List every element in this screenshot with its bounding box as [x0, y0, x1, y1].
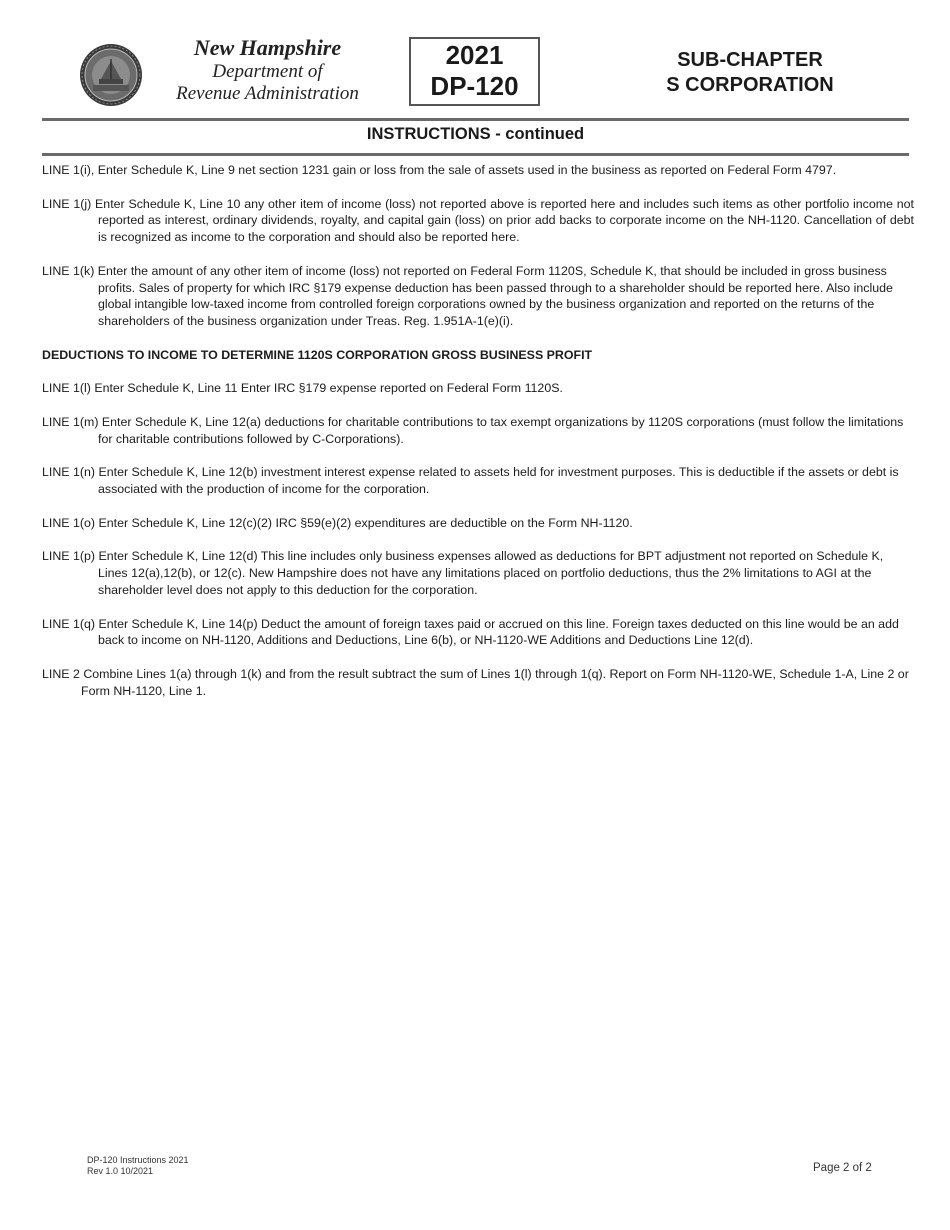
subchapter-line-2: S CORPORATION [666, 74, 834, 96]
form-subtitle [640, 48, 860, 98]
page-number: Page 2 of 2 [813, 1162, 872, 1174]
paragraph-line-1l: LINE 1(l) Enter Schedule K, Line 11 Enter IRC §179 expense reported on Federal Form 1120S. [42, 381, 563, 396]
paragraph-line-2: LINE 2 Combine Lines 1(a) through 1(k) and from the result subtract the sum of Lines 1(l) through 1(q). Report on Form NH-1120-WE, Schedule 1-A, Line 2 or Form NH-1120, Line 1. [42, 666, 909, 698]
deductions-heading: DEDUCTIONS TO INCOME TO DETERMINE 1120S CORPORATION GROSS BUSINESS PROFIT [42, 347, 593, 362]
paragraph-line-1p: LINE 1(p) Enter Schedule K, Line 12(d) This line includes only business expenses allowed as deductions for BPT adjustment not reported on Schedule K, Lines 12(a),12(b), or 12(c). New Hampshire does not have any limitations placed on portfolio deductions, thus the 2% limitations to AGI at the shareholder level does not apply to this deduction for the corporation. [42, 549, 884, 597]
paragraph-line-1j: LINE 1(j) Enter Schedule K, Line 10 any other item of income (loss) not reported above is reported here and includes such items as other portfolio income not reported as interest, ordinary dividends, royalty, and capital gain (loss) on prior add backs to corporate income on the NH-1120. Cancellation of debt is recognized as income to the corporation and should also be reported here. [42, 196, 914, 245]
state-name: New Hampshire [193, 35, 342, 60]
paragraph-line-1i: LINE 1(i), Enter Schedule K, Line 9 net section 1231 gain or loss from the sale of assets used in the business as reported on Federal Form 4797. [42, 163, 837, 177]
footer-revision: Rev 1.0 10/2021 [87, 1166, 154, 1176]
header-top-rule [42, 118, 909, 121]
agency-name [160, 34, 375, 105]
department-line-2: Revenue Administration [176, 83, 359, 104]
form-id-box [409, 37, 540, 106]
paragraph-line-1m: LINE 1(m) Enter Schedule K, Line 12(a) deductions for charitable contributions to tax exempt organizations by 1120S corporations (must follow the limitations for charitable contributions followed by C-Corporations). [42, 414, 904, 446]
department-line-1: Department of [212, 61, 323, 82]
paragraph-line-1o: LINE 1(o) Enter Schedule K, Line 12(c)(2) IRC §59(e)(2) expenditures are deductible on the Form NH-1120. [42, 515, 633, 530]
form-code: DP-120 [430, 71, 519, 101]
footer-document-info [87, 1155, 189, 1177]
paragraph-line-1n: LINE 1(n) Enter Schedule K, Line 12(b) investment interest expense related to assets held for investment purposes. This is deductible if the assets or debt is associated with the production of income for the corporation. [42, 465, 899, 497]
form-year: 2021 [445, 40, 504, 70]
subchapter-line-1: SUB-CHAPTER [677, 49, 823, 71]
paragraph-line-1q: LINE 1(q) Enter Schedule K, Line 14(p) Deduct the amount of foreign taxes paid or accrued on this line. Foreign taxes deducted on this line would be an add back to income on NH-1120, Additions and Deductions, Line 6(b), or NH-1120-WE Additions and Deductions Line 12(d). [42, 616, 899, 648]
state-seal-icon [79, 43, 143, 107]
footer-doc-name: DP-120 Instructions 2021 [87, 1155, 189, 1165]
paragraph-line-1k: LINE 1(k) Enter the amount of any other item of income (loss) not reported on Federal Form 1120S, Schedule K, that should be included in gross business profits. Sales of property for which IRC §179 expense deduction has been passed through to a shareholder should be reported here. Also include global intangible low-taxed income from controlled foreign corporations owned by the business organization and reported on the returns of the shareholders of the business organization under Treas. Reg. 1.951A-1(e)(i). [42, 263, 893, 329]
section-title: INSTRUCTIONS - continued [366, 125, 585, 143]
header-bottom-rule [42, 153, 909, 156]
instructions-body [42, 162, 914, 716]
